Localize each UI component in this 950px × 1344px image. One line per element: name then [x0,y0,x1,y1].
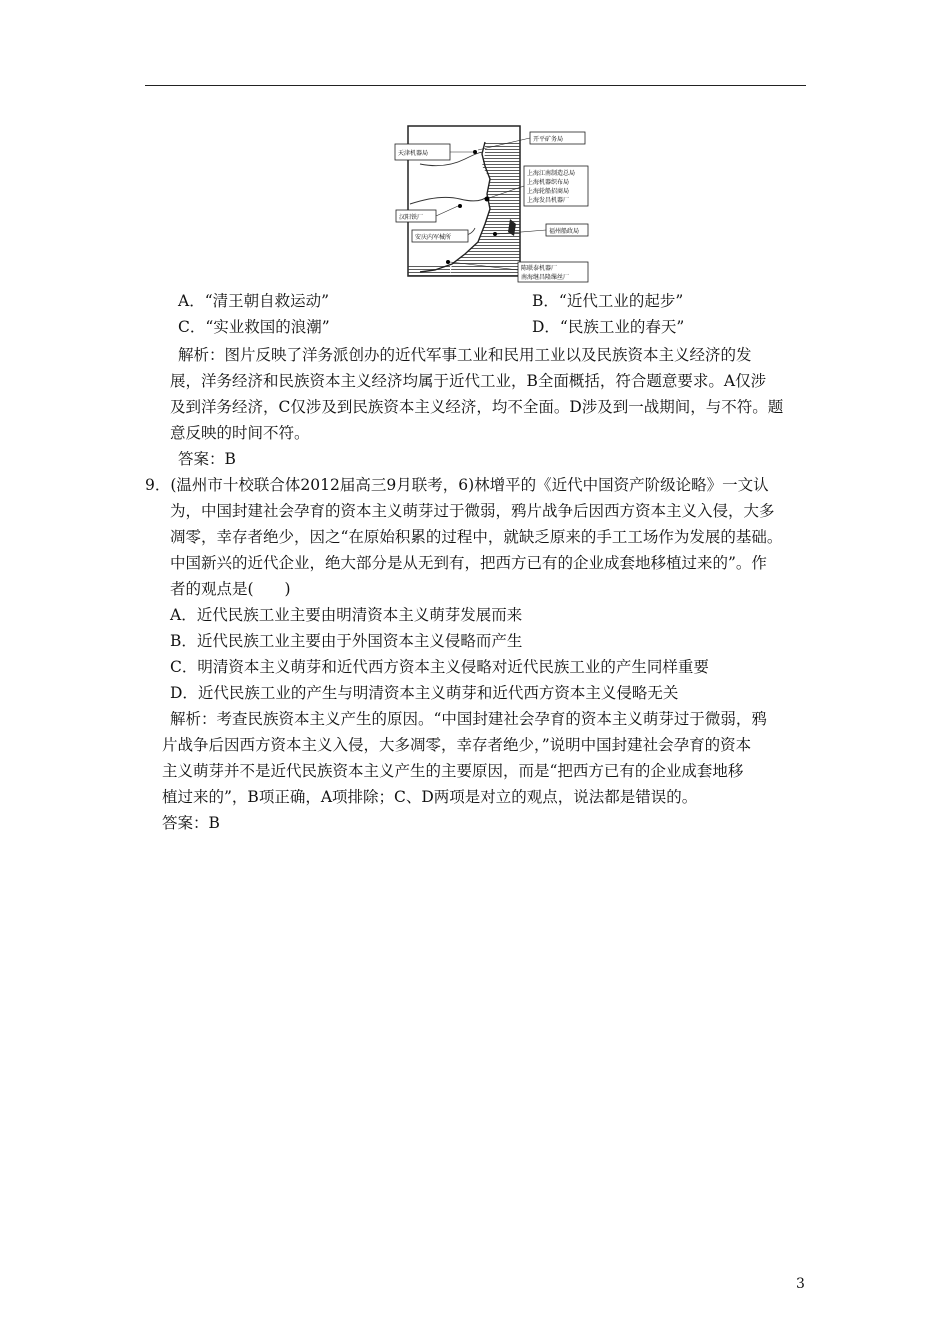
map-label-fuzhou: 福州船政局 [549,228,580,235]
map-label-kaiping: 开平矿务局 [533,136,564,143]
q9-analysis-line: 解析：考查民族资本主义产生的原因。“中国封建社会孕育的资本主义萌芽过于微弱，鸦 [170,710,767,728]
map-label-nanhai: 南海继昌隆缫丝厂 [521,274,570,281]
q9-analysis-line: 植过来的”，B项正确，A项排除；C、D两项是对立的观点，说法都是错误的。 [162,788,698,806]
q9-option-d: D．近代民族工业的产生与明清资本主义萌芽和近代西方资本主义侵略无关 [170,684,679,702]
q8-analysis-line: 解析：图片反映了洋务派创办的近代军事工业和民用工业以及民族资本主义经济的发 [178,346,752,364]
q9-analysis-line: 主义萌芽并不是近代民族资本主义产生的主要原因，而是“把西方已有的企业成套地移 [162,762,744,780]
map-label-shanghai-fachang: 上海发昌机器厂 [527,197,570,204]
map-label-chen: 陈联泰机器厂 [521,265,558,272]
q8-option-d: D．“民族工业的春天” [532,318,685,336]
q9-option-c: C．明清资本主义萌芽和近代西方资本主义侵略对近代民族工业的产生同样重要 [170,658,709,676]
q9-stem-line: 中国新兴的近代企业，绝大部分是从无到有，把西方已有的企业成套地移植过来的”。作 [170,554,767,572]
q9-analysis-line: 片战争后因西方资本主义入侵，大多凋零，幸存者绝少，”说明中国封建社会孕育的资本 [162,736,752,754]
map-label-anqing: 安庆内军械所 [415,234,452,241]
page-number: 3 [796,1276,805,1292]
q9-stem-line: 9．(温州市十校联合体2012届高三9月联考，6)林增平的《近代中国资产阶级论略》一文认 [145,476,769,494]
q8-option-b: B．“近代工业的起步” [532,292,684,310]
q9-option-b: B．近代民族工业主要由于外国资本主义侵略而产生 [170,632,523,650]
map-label-shanghai-lunchuan: 上海轮船招商局 [527,188,570,195]
map-label-hanyang: 汉阳铁厂 [399,214,424,221]
q8-option-a: A．“清王朝自救运动” [178,292,330,310]
q8-answer: 答案：B [178,450,236,468]
q8-analysis-line: 及到洋务经济，C仅涉及到民族资本主义经济，均不全面。D涉及到一战期间，与不符。题 [170,398,784,416]
q9-stem-line: 凋零，幸存者绝少，因之“在原始积累的过程中，就缺乏原来的手工工场作为发展的基础。 [170,528,783,546]
q9-stem-line: 为，中国封建社会孕育的资本主义萌芽过于微弱，鸦片战争后因西方资本主义入侵，大多 [170,502,775,520]
map-label-tianjin: 天津机器局 [398,150,429,157]
q9-option-a: A．近代民族工业主要由明清资本主义萌芽发展而来 [170,606,523,624]
q8-option-c: C．“实业救国的浪潮” [178,318,330,336]
q8-analysis-line: 意反映的时间不符。 [170,424,310,442]
map-label-jiangnan: 上海江南制造总局 [527,170,576,177]
map-label-shanghai-jiqi: 上海机器织布局 [527,179,570,186]
q9-stem-line: 者的观点是( ) [170,580,291,598]
industry-map-figure [390,124,590,284]
header-rule [145,85,806,86]
q9-answer: 答案：B [162,814,220,832]
q8-analysis-line: 展，洋务经济和民族资本主义经济均属于近代工业，B全面概括，符合题意要求。A仅涉 [170,372,767,390]
